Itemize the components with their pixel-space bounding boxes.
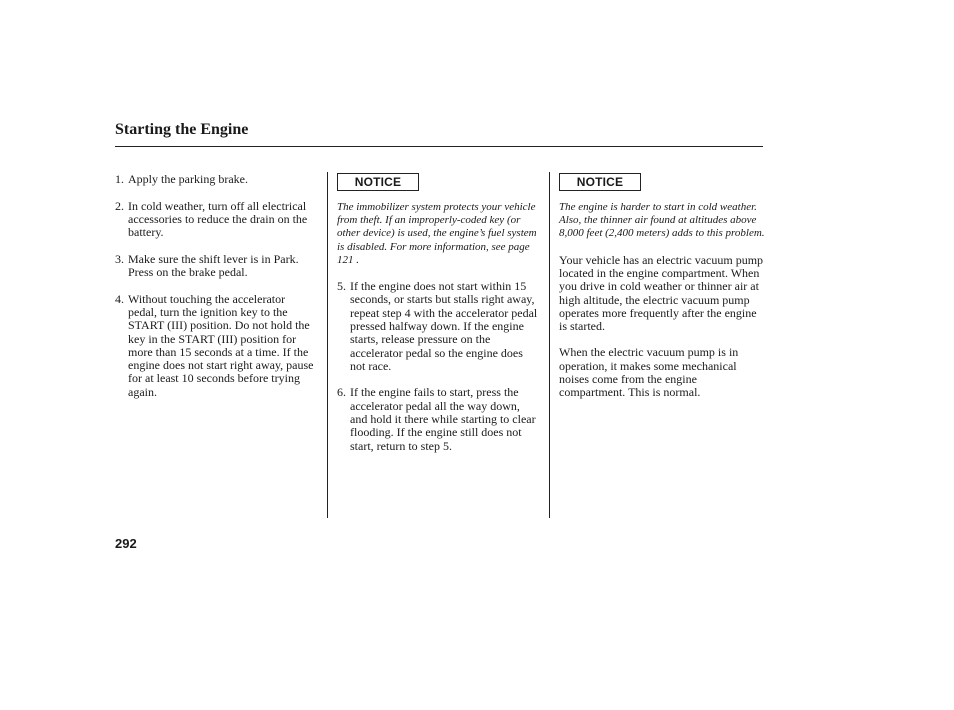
notice-text: The engine is harder to start in cold weather. Also, the thinner air found at altitudes above 8,000 feet (2,400 meters) adds to this problem.: [559, 201, 765, 240]
paragraph: Your vehicle has an electric vacuum pump located in the engine compartment. When you drive in cold weather or thinner air at high altitude, the electric vacuum pump operates more frequently after the engine is started.: [559, 252, 764, 334]
column-right: [559, 173, 765, 413]
step-6: [337, 386, 539, 452]
step-text: Without touching the accelerator pedal, turn the ignition key to the START (III) position. Do not hold the key in the START (III) position for more than 15 seconds at a time. If the engine does not start right away, pause for at least 10 seconds before trying again.: [128, 291, 314, 399]
step-4: [115, 293, 317, 399]
column-left: [115, 173, 317, 412]
step-number: 1.: [115, 172, 124, 186]
step-text: In cold weather, turn off all electrical accessories to reduce the drain on the battery.: [128, 198, 308, 240]
step-number: 4.: [115, 291, 124, 306]
page-number: 292: [115, 536, 137, 551]
step-text: Apply the parking brake.: [128, 172, 248, 186]
step-3: [115, 253, 317, 280]
heading-rule: [115, 146, 763, 147]
step-1: [115, 173, 317, 186]
notice-label: NOTICE: [559, 173, 641, 191]
step-text: Make sure the shift lever is in Park. Press on the brake pedal.: [128, 251, 299, 280]
step-number: 6.: [337, 385, 346, 400]
step-number: 2.: [115, 198, 124, 213]
column-divider-right: [549, 172, 550, 518]
step-number: 5.: [337, 279, 346, 294]
notice-text: The immobilizer system protects your vehicle from theft. If an improperly-coded key (or other device) is used, the engine’s fuel system is disabled. For more information, see page 121 .: [337, 201, 537, 266]
page-heading: Starting the Engine: [115, 121, 249, 138]
step-text: If the engine does not start within 15 seconds, or starts but stalls right away, repeat step 4 with the accelerator pedal pressed halfway down. If the engine starts, release pressure on the accelerator pedal so the engine does not race.: [350, 279, 538, 373]
step-5: [337, 280, 539, 373]
paragraph: When the electric vacuum pump is in operation, it makes some mechanical noises come from the engine compartment. This is normal.: [559, 345, 739, 400]
step-text: If the engine fails to start, press the accelerator pedal all the way down, and hold it there while starting to clear flooding. If the engine still does not start, return to step 5.: [350, 385, 536, 453]
column-middle: [337, 173, 539, 466]
column-divider-left: [327, 172, 328, 518]
step-number: 3.: [115, 251, 124, 266]
notice-label: NOTICE: [337, 173, 419, 191]
step-2: [115, 200, 317, 240]
